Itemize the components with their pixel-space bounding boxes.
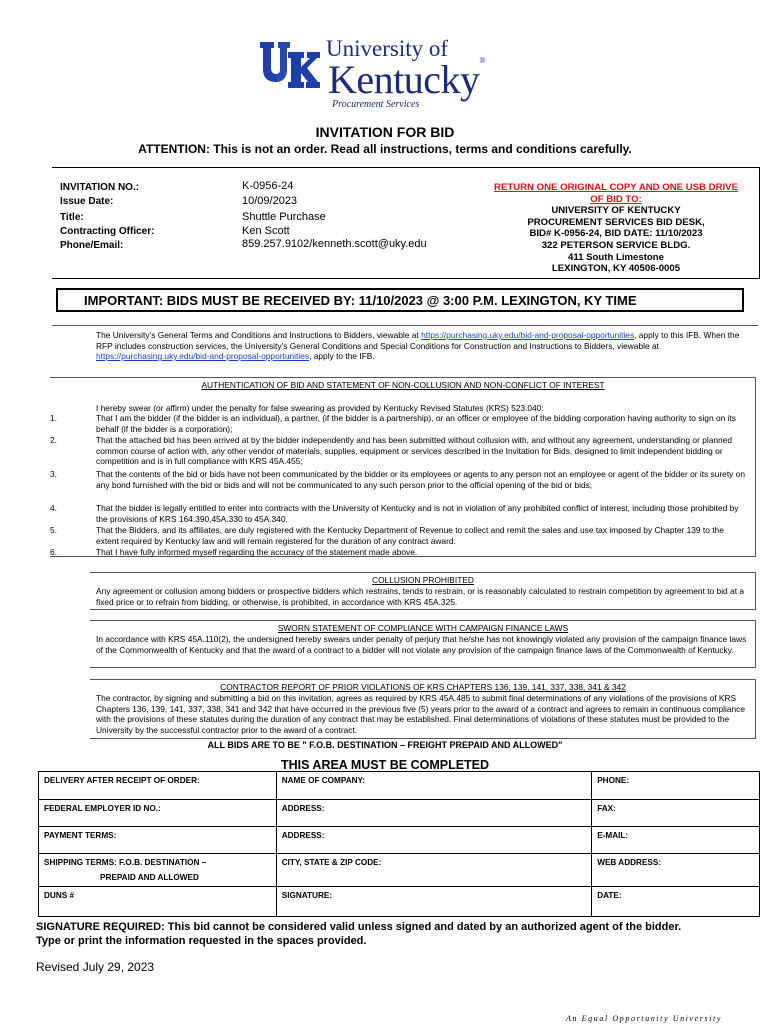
table-row <box>39 887 760 917</box>
construction-terms-link[interactable]: https://purchasing.uky.edu/bid-and-proposal-opportunities <box>96 351 310 362</box>
shipping-terms-field[interactable]: SHIPPING TERMS: F.O.B. DESTINATION – PREPAID AND ALLOWED <box>39 854 277 887</box>
table-row <box>39 854 760 887</box>
signature-required-note: SIGNATURE REQUIRED: This bid cannot be considered valid unless signed and dated by an authorized agent of the bidder. Type or print the information requested in the spaces provided. <box>36 921 682 947</box>
collusion-text: Any agreement or collusion among bidders or prospective bidders which restrains, tends to restrain, or is reasonably calculated to restrain competition by agreement to bid at a fixed price or to refrain from bidding, or otherwise, is prohibited, in accordance with KRS 45A.325. <box>96 586 745 607</box>
terms-link[interactable]: https://purchasing.uky.edu/bid-and-proposal-opportunities <box>421 330 635 340</box>
email-field[interactable]: E-MAIL: <box>592 827 760 854</box>
footer-tagline: An Equal Opportunity University <box>566 1014 723 1023</box>
kentucky-text: Kentucky® <box>328 56 486 102</box>
duns-field[interactable]: DUNS # <box>39 887 277 917</box>
collusion-heading: COLLUSION PROHIBITED <box>372 575 474 585</box>
page-title: INVITATION FOR BID <box>315 124 455 140</box>
university-logo <box>258 36 518 114</box>
item-number: 2. <box>50 435 57 445</box>
return-address-line: BID# K-0956-24, BID DATE: 11/10/2023 <box>529 228 703 240</box>
revision-date: Revised July 29, 2023 <box>36 960 155 974</box>
table-row <box>39 772 760 800</box>
company-name-field[interactable]: NAME OF COMPANY: <box>276 772 591 800</box>
return-address-block <box>478 182 754 275</box>
title-value: Shuttle Purchase <box>242 211 326 223</box>
issue-date-label: Issue Date: <box>60 196 114 207</box>
item-number: 5. <box>50 525 57 535</box>
authentication-item: That I am the bidder (if the bidder is an individual), a partner, (if the bidder is a partnership), or an officer or employee of the bidding corporation having authority to sign on its behalf (if the bidder is a corporation); <box>96 413 736 434</box>
issue-date-value: 10/09/2023 <box>242 195 298 207</box>
authentication-section <box>50 377 756 557</box>
authentication-item: That the contents of the bid or bids have not been communicated by the bidder or its employees or agents to any person not an employee or agent of the bidder or its surety on any bond furnished with the bid or bids and will not be communicated to any such person prior to the official opening of the bid or bids; <box>96 469 745 490</box>
item-number: 6. <box>50 547 57 557</box>
collusion-section <box>90 572 756 610</box>
return-address-line: PROCUREMENT SERVICES BID DESK, <box>527 216 705 228</box>
signature-field[interactable]: SIGNATURE: <box>276 887 591 917</box>
invitation-no-value: K-0956-24 <box>242 180 294 192</box>
return-address-line: 411 South Limestone <box>568 251 664 263</box>
fax-field[interactable]: FAX: <box>592 800 760 827</box>
return-instruction: RETURN ONE ORIGINAL COPY AND ONE USB DRIVE OF BID TO: <box>494 182 738 205</box>
address-field[interactable]: ADDRESS: <box>276 827 591 854</box>
return-address-line: 322 PETERSON SERVICE BLDG. <box>541 239 691 251</box>
federal-employer-id-field[interactable]: FEDERAL EMPLOYER ID NO.: <box>39 800 277 827</box>
divider <box>52 325 758 326</box>
invitation-info-box <box>52 167 760 279</box>
violations-heading: CONTRACTOR REPORT OF PRIOR VIOLATIONS OF KRS CHAPTERS 136, 139, 141, 337, 338, 341 & 342 <box>220 682 626 692</box>
city-state-zip-field[interactable]: CITY, STATE & ZIP CODE: <box>276 854 591 887</box>
web-address-field[interactable]: WEB ADDRESS: <box>592 854 760 887</box>
attention-notice: ATTENTION: This is not an order. Read all instructions, terms and conditions carefully. <box>138 142 632 156</box>
authentication-item: That the bidder is legally entitled to enter into contracts with the University of Kentucky and is not in violation of any prohibited conflict of interest, including those prohibited by the provisions of KRS 164.390,45A.330 to 45A.340. <box>96 503 739 524</box>
return-address-line: LEXINGTON, KY 40506-0005 <box>551 263 681 275</box>
title-label: Title: <box>60 212 84 223</box>
authentication-item: That the Bidders, and its affiliates, are duly registered with the Kentucky Department of Revenue to collect and remit the sales and use tax imposed by Chapter 139 to the extent required by Kentucky law and will remain registered for the duration of any contract award. <box>96 525 724 546</box>
authentication-item: That I have fully informed myself regarding the accuracy of the statement made above. <box>96 547 418 557</box>
table-row <box>39 800 760 827</box>
phone-field[interactable]: PHONE: <box>592 772 760 800</box>
contracting-officer-label: Contracting Officer: <box>60 226 155 237</box>
violations-section <box>90 679 756 739</box>
contracting-officer-value: Ken Scott <box>242 225 290 237</box>
campaign-finance-heading: SWORN STATEMENT OF COMPLIANCE WITH CAMPAIGN FINANCE LAWS <box>277 623 569 633</box>
item-number: 1. <box>50 413 57 423</box>
table-row <box>39 827 760 854</box>
item-number: 4. <box>50 503 57 513</box>
authentication-item: That the attached bid has been arrived at by the bidder independently and has been submitted without collusion with, and without any agreement, understanding or planned common course of action with, any other vendor of materials, supplies, equipment or services described in the Invitation for Bids, designed to limit independent bidding or competition and is in full compliance with KRS 45A.455; <box>96 435 732 467</box>
invitation-no-label: INVITATION NO.: <box>60 182 140 193</box>
campaign-finance-text: In accordance with KRS 45A.110(2), the undersigned hereby swears under penalty of perjury that he/she has not knowingly violated any provision of the campaign finance laws of the Commonwealth of Kentucky and that the award of a contract to a bidder will not violate any provision of the campaign finance laws of the Commonwealth of Kentucky. <box>96 634 747 655</box>
bidder-info-table <box>38 771 760 917</box>
address-field[interactable]: ADDRESS: <box>276 800 591 827</box>
fob-notice: ALL BIDS ARE TO BE " F.O.B. DESTINATION – FREIGHT PREPAID AND ALLOWED" <box>207 740 563 750</box>
violations-text: The contractor, by signing and submitting a bid on this invitation, agrees as required by KRS 45A.485 to submit final determinations of any violations of the provisions of KRS Chapters 136, 139, 141, 337, 338, 341 and 342 that have occurred in the previous five (5) years prior to the award of a contract and agrees to remain in continuous compliance with the provisions of these statutes during the duration of any contract that may be established. Final determinations of violations of these statutes must be provided to the University by the successful contractor prior to the award of a contract. <box>96 693 745 735</box>
authentication-intro: I hereby swear (or affirm) under the penalty for false swearing as provided by Kentucky Revised Statutes (KRS) 523.040: <box>96 403 544 413</box>
procurement-services-text: Procurement Services <box>332 99 420 110</box>
phone-email-value: 859.257.9102/kenneth.scott@uky.edu <box>242 238 427 250</box>
return-address-line: UNIVERSITY OF KENTUCKY <box>551 205 681 217</box>
campaign-finance-section <box>90 620 756 668</box>
phone-email-label: Phone/Email: <box>60 240 124 251</box>
form-heading: THIS AREA MUST BE COMPLETED <box>280 758 490 772</box>
university-of-text: University of <box>326 36 449 61</box>
authentication-heading: AUTHENTICATION OF BID AND STATEMENT OF NON-COLLUSION AND NON-CONFLICT OF INTEREST <box>201 380 605 390</box>
uk-logo-icon <box>258 38 320 96</box>
bid-deadline-banner: IMPORTANT: BIDS MUST BE RECEIVED BY: 11/10/2023 @ 3:00 P.M. LEXINGTON, KY TIME <box>56 288 744 312</box>
terms-paragraph: The University’s General Terms and Conditions and Instructions to Bidders, viewable at https://purchasing.uky.edu/bid-and-proposal-opportunities, apply to this IFB. When the RFP includes construction services, the University’s General Conditions and Special Conditions for Construction and Instructions to Bidders, viewable at https://purchasing.uky.edu/bid-and-proposal-opportunities, apply to the IFB. <box>96 330 740 362</box>
delivery-field[interactable]: DELIVERY AFTER RECEIPT OF ORDER: <box>39 772 277 800</box>
date-field[interactable]: DATE: <box>592 887 760 917</box>
payment-terms-field[interactable]: PAYMENT TERMS: <box>39 827 277 854</box>
item-number: 3. <box>50 469 57 479</box>
